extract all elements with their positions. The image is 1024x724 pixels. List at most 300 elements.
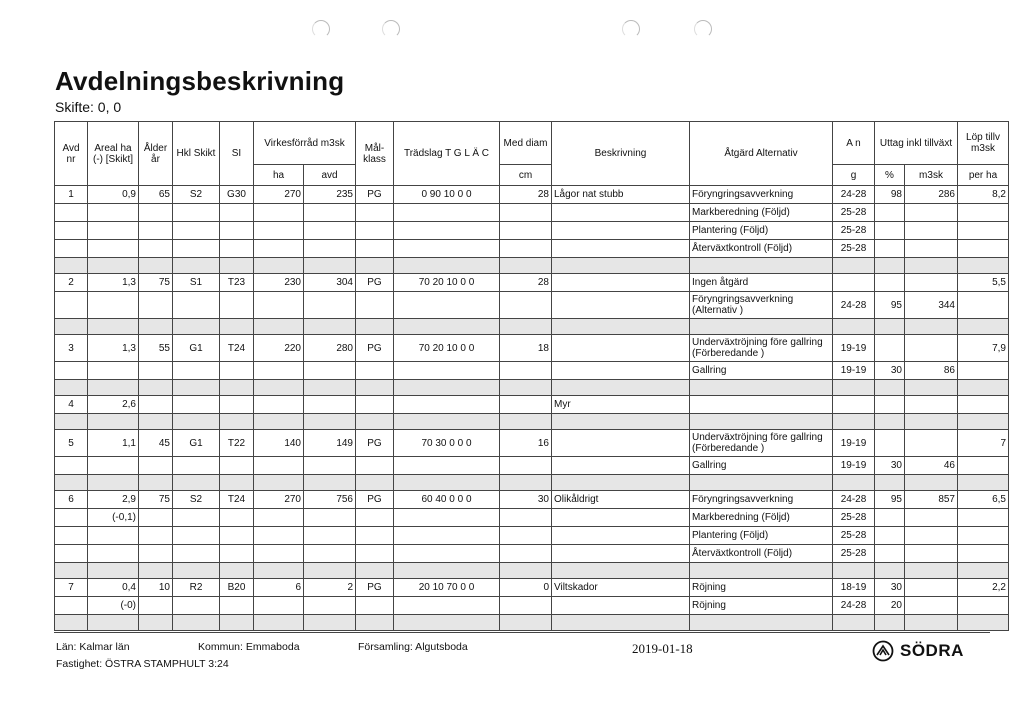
sodra-emblem-icon: [872, 640, 894, 662]
cell-ang: 24-28: [833, 491, 875, 509]
cell-hkl: S2: [173, 186, 220, 204]
cell-ang: 25-28: [833, 509, 875, 527]
cell-avd: 2: [55, 274, 88, 292]
cell-virkes-ha: [254, 457, 304, 475]
cell-uttag-pct: [875, 204, 905, 222]
cell-virkes-ha: [254, 396, 304, 414]
cell-uttag-m3sk: [905, 579, 958, 597]
separator-cell: [220, 380, 254, 396]
cell-areal: 2,9: [88, 491, 139, 509]
cell-loptillv: 6,5: [958, 491, 1009, 509]
cell-hkl: G1: [173, 335, 220, 362]
cell-tradslag: [394, 204, 500, 222]
cell-malklass: PG: [356, 430, 394, 457]
cell-tradslag: [394, 362, 500, 380]
cell-beskrivning: Lågor nat stubb: [552, 186, 690, 204]
cell-ang: 19-19: [833, 362, 875, 380]
cell-tradslag: [394, 545, 500, 563]
table-separator-row: [55, 319, 1009, 335]
cell-beskrivning: [552, 362, 690, 380]
cell-areal: [88, 292, 139, 319]
separator-cell: [356, 563, 394, 579]
cell-malklass: [356, 545, 394, 563]
separator-cell: [139, 258, 173, 274]
separator-cell: [88, 380, 139, 396]
table-row: [55, 579, 1009, 597]
cell-alder: 65: [139, 186, 173, 204]
separator-cell: [55, 475, 88, 491]
separator-cell: [690, 615, 833, 631]
header-loptillv-unit: per ha: [958, 165, 1009, 186]
cell-hkl: [173, 527, 220, 545]
cell-virkes-avd: 2: [304, 579, 356, 597]
cell-malklass: [356, 396, 394, 414]
cell-virkes-ha: 230: [254, 274, 304, 292]
table-separator-row: [55, 258, 1009, 274]
cell-virkes-avd: [304, 204, 356, 222]
cell-med-diam: 16: [500, 430, 552, 457]
cell-si: T22: [220, 430, 254, 457]
cell-beskrivning: [552, 204, 690, 222]
cell-areal: 2,6: [88, 396, 139, 414]
cell-ang: 25-28: [833, 240, 875, 258]
separator-cell: [875, 563, 905, 579]
separator-cell: [55, 319, 88, 335]
cell-beskrivning: [552, 545, 690, 563]
cell-areal: [88, 222, 139, 240]
header-loptillv: Löp tillv m3sk: [958, 122, 1009, 165]
cell-si: [220, 362, 254, 380]
cell-atgard: Markberedning (Följd): [690, 509, 833, 527]
table-row: [55, 396, 1009, 414]
cell-uttag-m3sk: [905, 222, 958, 240]
cell-avd: [55, 509, 88, 527]
cell-atgard: Gallring: [690, 457, 833, 475]
cell-alder: [139, 396, 173, 414]
cell-loptillv: [958, 597, 1009, 615]
separator-cell: [254, 615, 304, 631]
cell-uttag-pct: [875, 509, 905, 527]
cell-atgard: Föryngringsavverkning (Alternativ ): [690, 292, 833, 319]
cell-virkes-avd: 756: [304, 491, 356, 509]
cell-virkes-ha: 6: [254, 579, 304, 597]
cell-malklass: [356, 597, 394, 615]
separator-cell: [500, 380, 552, 396]
separator-cell: [500, 319, 552, 335]
cell-beskrivning: [552, 240, 690, 258]
cell-loptillv: [958, 222, 1009, 240]
cell-virkes-avd: 304: [304, 274, 356, 292]
cell-si: [220, 292, 254, 319]
separator-cell: [304, 414, 356, 430]
cell-virkes-avd: [304, 545, 356, 563]
cell-loptillv: [958, 545, 1009, 563]
cell-tradslag: [394, 597, 500, 615]
separator-cell: [394, 615, 500, 631]
separator-cell: [833, 414, 875, 430]
cell-atgard: Ingen åtgärd: [690, 274, 833, 292]
cell-si: [220, 509, 254, 527]
separator-cell: [875, 414, 905, 430]
cell-beskrivning: [552, 430, 690, 457]
cell-alder: [139, 545, 173, 563]
cell-tradslag: [394, 527, 500, 545]
cell-loptillv: [958, 204, 1009, 222]
cell-avd: [55, 527, 88, 545]
cell-tradslag: 70 30 0 0 0: [394, 430, 500, 457]
cell-areal: (-0,1): [88, 509, 139, 527]
cell-areal: [88, 527, 139, 545]
cell-tradslag: 60 40 0 0 0: [394, 491, 500, 509]
cell-uttag-m3sk: 46: [905, 457, 958, 475]
cell-hkl: S2: [173, 491, 220, 509]
cell-tradslag: 20 10 70 0 0: [394, 579, 500, 597]
table-row: [55, 240, 1009, 258]
separator-cell: [833, 380, 875, 396]
cell-virkes-ha: [254, 509, 304, 527]
cell-alder: [139, 204, 173, 222]
table-row: [55, 545, 1009, 563]
separator-cell: [220, 258, 254, 274]
separator-cell: [552, 319, 690, 335]
cell-virkes-ha: [254, 527, 304, 545]
cell-tradslag: 0 90 10 0 0: [394, 186, 500, 204]
separator-cell: [875, 258, 905, 274]
separator-cell: [394, 563, 500, 579]
separator-cell: [394, 319, 500, 335]
cell-med-diam: [500, 545, 552, 563]
separator-cell: [905, 475, 958, 491]
cell-med-diam: [500, 396, 552, 414]
cell-uttag-m3sk: 286: [905, 186, 958, 204]
cell-uttag-pct: 95: [875, 292, 905, 319]
cell-avd: [55, 204, 88, 222]
cell-avd: [55, 292, 88, 319]
cell-malklass: [356, 457, 394, 475]
cell-virkes-ha: 270: [254, 491, 304, 509]
separator-cell: [875, 380, 905, 396]
cell-virkes-ha: [254, 292, 304, 319]
cell-uttag-m3sk: [905, 545, 958, 563]
cell-med-diam: [500, 509, 552, 527]
cell-uttag-m3sk: [905, 274, 958, 292]
cell-beskrivning: Viltskador: [552, 579, 690, 597]
separator-cell: [139, 319, 173, 335]
cell-areal: (-0): [88, 597, 139, 615]
sodra-logo-text: SÖDRA: [900, 641, 964, 660]
separator-cell: [394, 380, 500, 396]
separator-cell: [173, 615, 220, 631]
table-row: [55, 597, 1009, 615]
separator-cell: [356, 319, 394, 335]
header-tradslag: Trädslag T G L Ä C: [394, 122, 500, 186]
table-body: [55, 186, 1009, 631]
cell-areal: [88, 240, 139, 258]
table-separator-row: [55, 475, 1009, 491]
cell-alder: [139, 222, 173, 240]
cell-malklass: PG: [356, 186, 394, 204]
cell-hkl: [173, 545, 220, 563]
cell-uttag-pct: [875, 335, 905, 362]
cell-hkl: [173, 222, 220, 240]
cell-atgard: Plantering (Följd): [690, 222, 833, 240]
cell-malklass: [356, 527, 394, 545]
cell-alder: [139, 362, 173, 380]
table-row: [55, 457, 1009, 475]
separator-cell: [833, 615, 875, 631]
cell-uttag-m3sk: [905, 335, 958, 362]
cell-virkes-avd: [304, 240, 356, 258]
cell-si: [220, 240, 254, 258]
separator-cell: [552, 475, 690, 491]
cell-atgard: Plantering (Följd): [690, 527, 833, 545]
cell-uttag-m3sk: 86: [905, 362, 958, 380]
separator-cell: [254, 475, 304, 491]
separator-cell: [254, 563, 304, 579]
cell-si: T23: [220, 274, 254, 292]
separator-cell: [356, 414, 394, 430]
page-subtitle: Skifte: 0, 0: [55, 99, 122, 115]
cell-atgard: Återväxtkontroll (Följd): [690, 545, 833, 563]
cell-tradslag: [394, 396, 500, 414]
cell-hkl: [173, 240, 220, 258]
table-row: [55, 186, 1009, 204]
separator-cell: [173, 380, 220, 396]
separator-cell: [552, 380, 690, 396]
cell-hkl: [173, 362, 220, 380]
cell-hkl: [173, 396, 220, 414]
header-avd: Avd nr: [55, 122, 88, 186]
cell-malklass: [356, 509, 394, 527]
cell-med-diam: [500, 597, 552, 615]
cell-loptillv: [958, 240, 1009, 258]
cell-hkl: [173, 292, 220, 319]
cell-virkes-ha: [254, 597, 304, 615]
table-row: [55, 274, 1009, 292]
separator-cell: [690, 563, 833, 579]
cell-hkl: [173, 597, 220, 615]
separator-cell: [139, 563, 173, 579]
separator-cell: [55, 414, 88, 430]
separator-cell: [958, 563, 1009, 579]
cell-si: G30: [220, 186, 254, 204]
separator-cell: [500, 615, 552, 631]
header-virkesforrad: Virkesförråd m3sk: [254, 122, 356, 165]
separator-cell: [500, 563, 552, 579]
cell-malklass: PG: [356, 274, 394, 292]
separator-cell: [139, 414, 173, 430]
separator-cell: [356, 258, 394, 274]
cell-ang: 25-28: [833, 204, 875, 222]
cell-avd: [55, 362, 88, 380]
cell-med-diam: 28: [500, 274, 552, 292]
cell-ang: 24-28: [833, 292, 875, 319]
separator-cell: [500, 258, 552, 274]
header-virkes-ha: ha: [254, 165, 304, 186]
separator-cell: [905, 615, 958, 631]
separator-cell: [552, 563, 690, 579]
separator-cell: [220, 563, 254, 579]
table-separator-row: [55, 380, 1009, 396]
cell-virkes-avd: [304, 396, 356, 414]
cell-loptillv: [958, 509, 1009, 527]
cell-virkes-avd: 235: [304, 186, 356, 204]
separator-cell: [254, 319, 304, 335]
cell-beskrivning: [552, 335, 690, 362]
cell-hkl: R2: [173, 579, 220, 597]
cell-loptillv: [958, 527, 1009, 545]
header-malklass: Mål- klass: [356, 122, 394, 186]
separator-cell: [173, 563, 220, 579]
cell-med-diam: [500, 292, 552, 319]
cell-ang: [833, 396, 875, 414]
cell-si: [220, 527, 254, 545]
separator-cell: [220, 615, 254, 631]
cell-atgard: Föryngringsavverkning: [690, 186, 833, 204]
cell-ang: 19-19: [833, 430, 875, 457]
header-virkes-avd: avd: [304, 165, 356, 186]
separator-cell: [304, 615, 356, 631]
table-row: [55, 430, 1009, 457]
cell-loptillv: [958, 457, 1009, 475]
cell-areal: 1,1: [88, 430, 139, 457]
table-separator-row: [55, 563, 1009, 579]
cell-beskrivning: Myr: [552, 396, 690, 414]
separator-cell: [833, 475, 875, 491]
separator-cell: [173, 475, 220, 491]
separator-cell: [304, 380, 356, 396]
page-title: Avdelningsbeskrivning: [55, 66, 345, 96]
cell-beskrivning: [552, 292, 690, 319]
cell-ang: 24-28: [833, 186, 875, 204]
header-uttag: Uttag inkl tillväxt: [875, 122, 958, 165]
separator-cell: [500, 475, 552, 491]
cell-avd: 5: [55, 430, 88, 457]
separator-cell: [88, 258, 139, 274]
table-row: [55, 362, 1009, 380]
cell-uttag-pct: 20: [875, 597, 905, 615]
separator-cell: [905, 414, 958, 430]
sodra-logo: [872, 640, 964, 662]
cell-ang: 19-19: [833, 457, 875, 475]
cell-loptillv: 8,2: [958, 186, 1009, 204]
table-row: [55, 509, 1009, 527]
separator-cell: [958, 258, 1009, 274]
table-row: [55, 335, 1009, 362]
cell-virkes-ha: 220: [254, 335, 304, 362]
cell-si: [220, 222, 254, 240]
header-beskrivning: Beskrivning: [552, 122, 690, 186]
cell-ang: 25-28: [833, 222, 875, 240]
cell-avd: 4: [55, 396, 88, 414]
cell-si: [220, 545, 254, 563]
cell-malklass: [356, 222, 394, 240]
cell-virkes-avd: [304, 222, 356, 240]
cell-areal: 0,4: [88, 579, 139, 597]
cell-si: [220, 597, 254, 615]
cell-beskrivning: Olikåldrigt: [552, 491, 690, 509]
cell-si: [220, 396, 254, 414]
cell-malklass: PG: [356, 491, 394, 509]
cell-virkes-ha: 140: [254, 430, 304, 457]
punch-hole: [694, 20, 712, 38]
cell-avd: [55, 597, 88, 615]
cell-med-diam: 28: [500, 186, 552, 204]
separator-cell: [356, 615, 394, 631]
separator-cell: [958, 475, 1009, 491]
punch-hole: [622, 20, 640, 38]
footer-fastighet: Fastighet: ÖSTRA STAMPHULT 3:24: [56, 658, 229, 670]
header-ang-g: g: [833, 165, 875, 186]
cell-med-diam: [500, 362, 552, 380]
separator-cell: [88, 563, 139, 579]
cell-ang: 24-28: [833, 597, 875, 615]
cell-loptillv: [958, 396, 1009, 414]
cell-med-diam: [500, 527, 552, 545]
cell-alder: 45: [139, 430, 173, 457]
separator-cell: [833, 319, 875, 335]
cell-uttag-pct: [875, 527, 905, 545]
cell-si: B20: [220, 579, 254, 597]
cell-virkes-ha: [254, 545, 304, 563]
cell-virkes-avd: [304, 457, 356, 475]
cell-areal: [88, 545, 139, 563]
separator-cell: [905, 319, 958, 335]
table-header-row: [55, 122, 1009, 165]
separator-cell: [220, 475, 254, 491]
cell-hkl: G1: [173, 430, 220, 457]
cell-ang: 19-19: [833, 335, 875, 362]
separator-cell: [500, 414, 552, 430]
separator-cell: [552, 414, 690, 430]
cell-uttag-pct: [875, 274, 905, 292]
cell-atgard: Underväxtröjning före gallring (Förberedande ): [690, 430, 833, 457]
cell-med-diam: 18: [500, 335, 552, 362]
cell-ang: 18-19: [833, 579, 875, 597]
separator-cell: [88, 475, 139, 491]
separator-cell: [690, 319, 833, 335]
separator-cell: [905, 563, 958, 579]
cell-atgard: Röjning: [690, 579, 833, 597]
cell-alder: [139, 292, 173, 319]
separator-cell: [552, 258, 690, 274]
separator-cell: [220, 414, 254, 430]
separator-cell: [394, 414, 500, 430]
cell-avd: 6: [55, 491, 88, 509]
cell-si: [220, 204, 254, 222]
cell-avd: 3: [55, 335, 88, 362]
cell-si: T24: [220, 335, 254, 362]
cell-alder: 75: [139, 274, 173, 292]
cell-virkes-ha: [254, 204, 304, 222]
cell-ang: 25-28: [833, 527, 875, 545]
cell-tradslag: [394, 457, 500, 475]
separator-cell: [690, 475, 833, 491]
cell-atgard: Markberedning (Följd): [690, 204, 833, 222]
cell-avd: [55, 240, 88, 258]
footer-lan: Län: Kalmar län: [56, 641, 130, 653]
separator-cell: [958, 615, 1009, 631]
cell-uttag-m3sk: 857: [905, 491, 958, 509]
cell-beskrivning: [552, 509, 690, 527]
separator-cell: [220, 319, 254, 335]
cell-areal: [88, 204, 139, 222]
table-separator-row: [55, 414, 1009, 430]
cell-areal: [88, 457, 139, 475]
cell-virkes-avd: 149: [304, 430, 356, 457]
header-alder: Ålder år: [139, 122, 173, 186]
table-row: [55, 204, 1009, 222]
